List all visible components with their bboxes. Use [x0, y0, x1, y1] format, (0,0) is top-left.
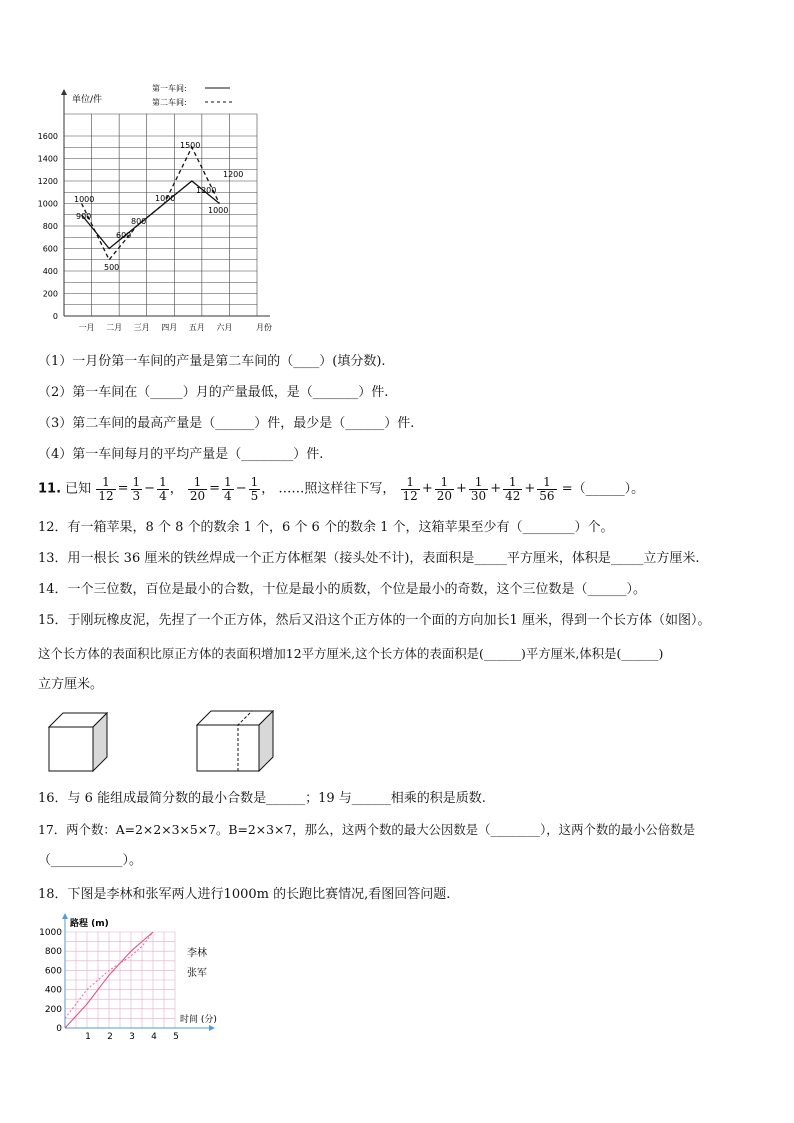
q11: 11. 已知 $\frac{1}{12}$ = $\frac{1}{3}$ − $\frac{1}{4}$ ， $\frac{1}{20}$ = $\frac{1}{4}$ − $\frac{1}{5}$ ， ……照这样往下写， $\frac{1}{12}$ + $\frac{1}{20}$ + $\frac{1}{30}$ + $\frac{1}{42}$ + $\frac{1}{56}$ =（______）。 — [38, 474, 645, 503]
fraction: $\frac{1}{20}$ — [189, 474, 206, 503]
y-tick-label: 600 — [44, 966, 62, 977]
q15-line2: 这个长方体的表面积比原正方体的表面积增加12平方厘米,这个长方体的表面积是(______)平方厘米,体积是(______) — [38, 646, 664, 661]
x-tick-label: 五月 — [188, 323, 205, 332]
x-tick-label: 二月 — [106, 323, 123, 332]
data-label: 500 — [104, 263, 120, 272]
x-tick-label: 2 — [107, 1032, 113, 1042]
y-tick-label: 800 — [44, 947, 62, 958]
x-tick-label: 三月 — [133, 323, 150, 332]
q10-sub3: （3）第二车间的最高产量是（______）件，最少是（______）件. — [38, 416, 415, 431]
x-tick-label: 1 — [85, 1032, 91, 1042]
y-tick-label: 0 — [56, 1024, 62, 1034]
y-tick-label: 200 — [44, 1004, 62, 1015]
y-tick-label: 600 — [42, 244, 58, 254]
x-tick-label: 5 — [173, 1032, 179, 1042]
data-label: 600 — [116, 231, 132, 240]
q11-mid: ……照这样往下写， — [278, 481, 396, 497]
q13: 13．用一根长 36 厘米的铁丝焊成一个正方体框架（接头处不计)，表面积是_____平方厘米，体积是_____立方厘米. — [38, 551, 700, 566]
y-tick-label: 1000 — [39, 928, 62, 938]
x-tick-label: 四月 — [161, 323, 178, 332]
q15-line1: 15．于刚玩橡皮泥，先捏了一个正方体，然后又沿这个正方体的一个面的方向加长1 厘米，得到一个长方体（如图）。 — [38, 613, 711, 628]
data-label: 1200 — [223, 170, 244, 179]
fraction: $\frac{1}{4}$ — [224, 474, 232, 503]
y-tick-label: 0 — [52, 312, 58, 321]
y-tick-label: 200 — [42, 289, 58, 299]
fraction: $\frac{1}{12}$ — [402, 474, 418, 503]
q16: 16．与 6 能组成最简分数的最小合数是______；19 与______相乘的积是质数. — [38, 791, 486, 806]
q11-lead: 已知 — [65, 481, 92, 497]
x-tick-label: 4 — [151, 1032, 157, 1042]
q17-line2: （___________）。 — [38, 853, 143, 868]
q11-tail: =（______）。 — [561, 481, 645, 497]
question-number: 11. — [38, 481, 62, 497]
y-tick-label: 400 — [42, 267, 58, 276]
y-tick-label: 1400 — [37, 154, 58, 164]
q15-line3: 立方厘米。 — [38, 677, 104, 692]
data-label: 800 — [131, 217, 147, 226]
legend-li-lin: 李林 — [187, 948, 207, 959]
x-unit-label: 月份 — [256, 323, 272, 332]
y-unit-label: 单位/件 — [72, 95, 103, 105]
q14: 14．一个三位数，百位是最小的合数，十位是最小的质数，个位是最小的奇数，这个三位数是（______）。 — [38, 582, 647, 597]
x-axis-label: 时间 (分) — [180, 1015, 217, 1025]
legend-first-workshop: 第一车间: — [152, 84, 187, 93]
production-line-chart — [30, 80, 300, 345]
q10-sub1: （1）一月份第一车间的产量是第二车间的（____）(填分数). — [38, 354, 386, 369]
cuboid-figure — [196, 710, 278, 774]
cube-figure — [48, 712, 110, 774]
y-tick-label: 1600 — [37, 132, 58, 141]
q10-sub4: （4）第一车间每月的平均产量是（________）件. — [38, 447, 324, 462]
chart-grid — [64, 114, 257, 316]
fraction: $\frac{1}{4}$ — [159, 474, 167, 503]
q17-line1: 17．两个数：A=2×2×3×5×7。B=2×3×7，那么，这两个数的最大公因数是（________），这两个数的最小公倍数是 — [38, 822, 695, 837]
data-label: 1500 — [180, 141, 201, 150]
fraction: $\frac{1}{30}$ — [470, 474, 487, 503]
fraction: $\frac{1}{56}$ — [539, 474, 555, 503]
data-label: 1000 — [74, 195, 95, 204]
x-tick-label: 一月 — [78, 323, 95, 332]
q18: 18．下图是李林和张军两人进行1000m 的长跑比赛情况,看图回答问题. — [38, 887, 451, 902]
legend-zhang-jun: 张军 — [187, 968, 207, 979]
y-tick-label: 1200 — [37, 177, 58, 186]
fraction: $\frac{1}{3}$ — [132, 474, 141, 503]
y-tick-label: 800 — [42, 222, 58, 231]
q12: 12．有一箱苹果，8 个 8 个的数余 1 个，6 个 6 个的数余 1 个，这箱苹果至少有（________）个。 — [38, 520, 614, 535]
x-tick-label: 六月 — [216, 323, 233, 332]
data-label: 1000 — [155, 194, 176, 203]
y-axis-label: 路程 (m) — [70, 919, 109, 929]
data-label: 1200 — [196, 186, 217, 195]
race-distance-chart — [30, 910, 240, 1045]
data-label: 1000 — [208, 206, 229, 215]
legend-second-workshop: 第二车间: — [152, 98, 187, 107]
data-label: 900 — [76, 212, 92, 221]
y-tick-label: 400 — [44, 985, 62, 996]
y-tick-label: 1000 — [37, 199, 58, 209]
q10-sub2: （2）第一车间在（_____）月的产量最低，是（_______）件. — [38, 385, 389, 400]
x-tick-label: 3 — [129, 1032, 135, 1042]
fraction: $\frac{1}{12}$ — [98, 474, 114, 503]
fraction: $\frac{1}{42}$ — [505, 474, 521, 503]
fraction: $\frac{1}{5}$ — [250, 474, 259, 503]
fraction: $\frac{1}{20}$ — [436, 474, 453, 503]
